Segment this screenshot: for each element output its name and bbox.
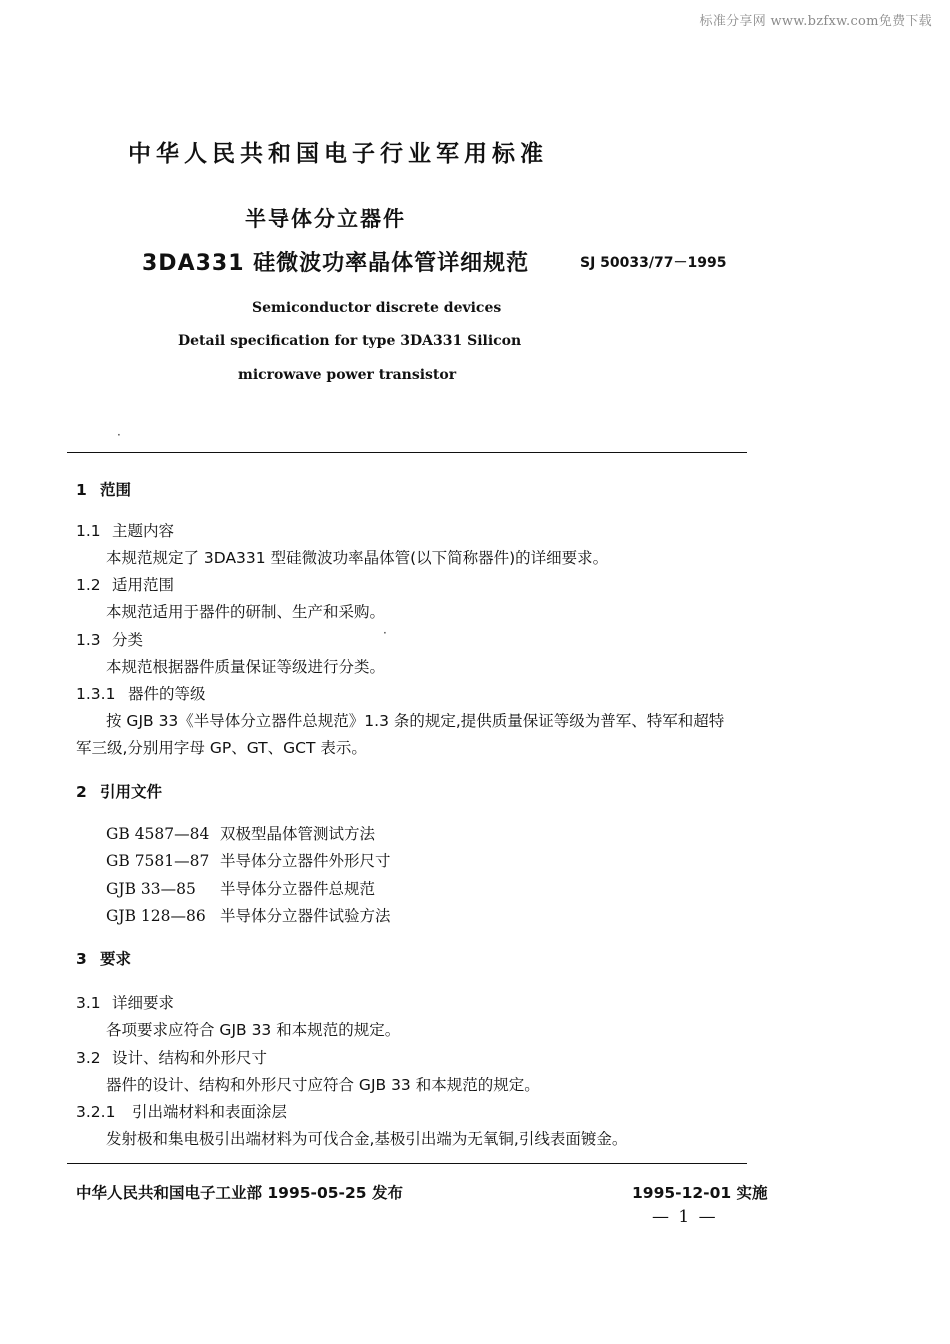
reference-row — [106, 904, 391, 926]
section-1-3-1-heading: 1.3.1 器件的等级 — [76, 685, 206, 703]
title-cn-line1: 半导体分立器件 — [245, 207, 406, 231]
scan-speck: · — [383, 626, 387, 640]
reference-code: GJB 128—86 — [106, 907, 206, 925]
page-number: — 1 — — [652, 1207, 718, 1227]
section-3-2-1-body: 发射极和集电极引出端材料为可伐合金,基极引出端为无氧铜,引线表面镀金。 — [106, 1130, 628, 1148]
section-3-1-body: 各项要求应符合 GJB 33 和本规范的规定。 — [106, 1021, 401, 1039]
title-cn-line2: 3DA331 硅微波功率晶体管详细规范 — [142, 251, 530, 276]
reference-title: 半导体分立器件总规范 — [220, 880, 376, 898]
standard-title: 中华人民共和国电子行业军用标准 — [128, 141, 548, 167]
section-3-2-body: 器件的设计、结构和外形尺寸应符合 GJB 33 和本规范的规定。 — [106, 1076, 540, 1094]
reference-title: 半导体分立器件试验方法 — [220, 907, 391, 925]
scan-speck: · — [117, 428, 121, 442]
reference-code: GJB 33—85 — [106, 880, 196, 898]
reference-row — [106, 849, 391, 871]
effective-date: 1995-12-01 实施 — [632, 1184, 768, 1202]
section-1-3-body: 本规范根据器件质量保证等级进行分类。 — [106, 658, 386, 676]
section-1-3-heading: 1.3 分类 — [76, 631, 144, 649]
reference-title: 双极型晶体管测试方法 — [220, 825, 376, 843]
issue-statement: 中华人民共和国电子工业部 1995-05-25 发布 — [76, 1184, 403, 1202]
footer-divider — [67, 1163, 747, 1164]
reference-row — [106, 877, 375, 899]
watermark: 标准分享网 www.bzfxw.com免费下载 — [699, 14, 932, 29]
section-2-heading: 2 引用文件 — [76, 783, 163, 801]
section-3-1-heading: 3.1 详细要求 — [76, 994, 175, 1012]
section-3-2-heading: 3.2 设计、结构和外形尺寸 — [76, 1049, 268, 1067]
section-1-heading: 1 范围 — [76, 481, 132, 499]
section-1-3-1-body-line1: 按 GJB 33《半导体分立器件总规范》1.3 条的规定,提供质量保证等级为普军、特军和超特 — [106, 712, 725, 730]
reference-code: GB 4587—84 — [106, 825, 210, 843]
reference-title: 半导体分立器件外形尺寸 — [220, 852, 391, 870]
title-en-line2: Detail specification for type 3DA331 Silicon — [178, 333, 522, 349]
section-1-2-body: 本规范适用于器件的研制、生产和采购。 — [106, 603, 386, 621]
section-1-1-heading: 1.1 主题内容 — [76, 522, 175, 540]
title-en-line1: Semiconductor discrete devices — [252, 300, 502, 316]
reference-row — [106, 822, 375, 844]
section-1-3-1-body-line2: 军三级,分别用字母 GP、GT、GCT 表示。 — [76, 739, 367, 757]
section-3-2-1-heading: 3.2.1 引出端材料和表面涂层 — [76, 1103, 288, 1121]
header-divider — [67, 452, 747, 453]
standard-code: SJ 50033/77－1995 — [580, 255, 727, 271]
section-1-2-heading: 1.2 适用范围 — [76, 576, 175, 594]
title-en-line3: microwave power transistor — [238, 367, 457, 383]
reference-code: GB 7581—87 — [106, 852, 210, 870]
section-1-1-body: 本规范规定了 3DA331 型硅微波功率晶体管(以下简称器件)的详细要求。 — [106, 549, 609, 567]
section-3-heading: 3 要求 — [76, 950, 132, 968]
